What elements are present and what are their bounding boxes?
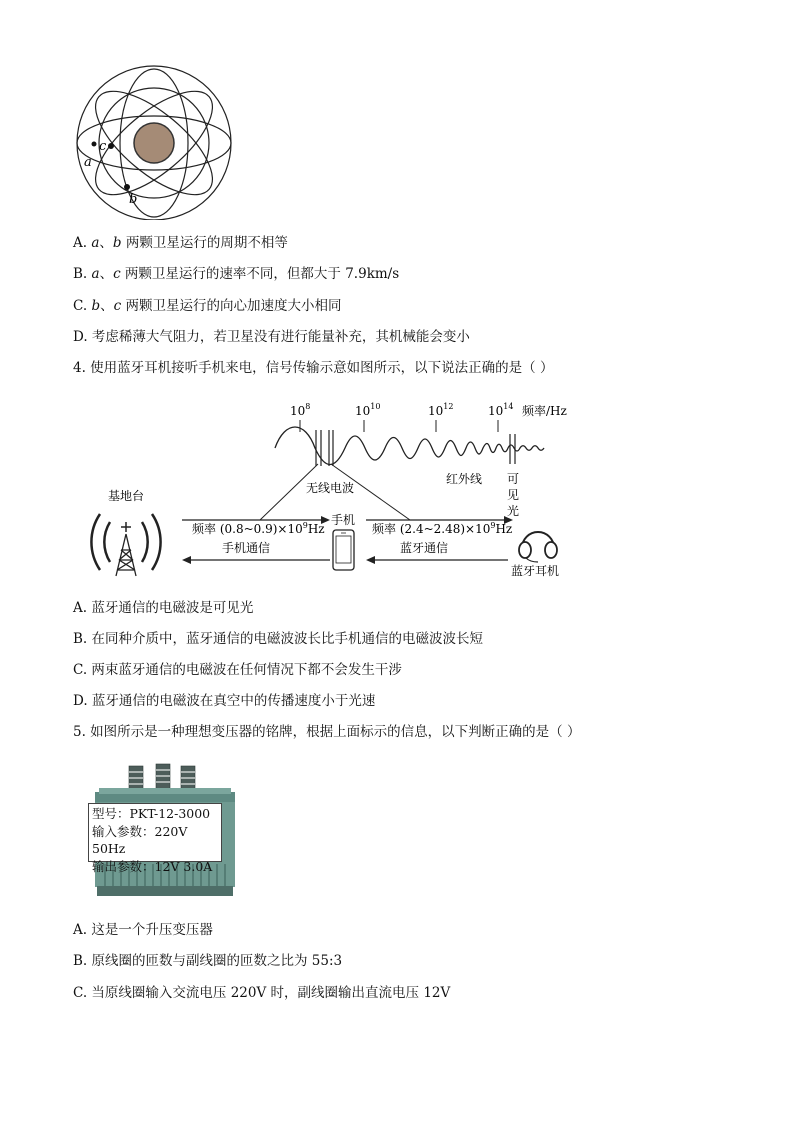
q4-option-c: C. 两束蓝牙通信的电磁波在任何情况下都不会发生干涉: [73, 662, 402, 678]
tick-10e12: $10^{12}$: [428, 402, 454, 418]
nameplate-input: 输入参数：220V 50Hz: [92, 823, 188, 856]
satellite-a-dot: [92, 142, 97, 147]
infrared-label: 红外线: [446, 472, 483, 486]
q3-option-c: C. b、c 两颗卫星运行的向心加速度大小相同: [73, 298, 342, 314]
label-a: a: [84, 155, 92, 170]
visible-light-label-2: 见: [507, 488, 520, 502]
base-station-label: 基地台: [108, 489, 145, 503]
bluetooth-diagram: [70, 390, 590, 590]
headset-icon: [519, 532, 557, 562]
nameplate: [88, 803, 222, 874]
satellite-c-dot: [108, 143, 114, 149]
nameplate-output: 输出参数：12V 3.0A: [92, 858, 213, 874]
phone-comm-label: 手机通信: [222, 541, 271, 555]
tick-10e10: $10^{10}$: [355, 402, 381, 418]
visible-light-label-3: 光: [507, 504, 520, 518]
label-c: c: [99, 139, 107, 154]
bluetooth-comm-label: 蓝牙通信: [400, 541, 449, 555]
q5-stem: 5. 如图所示是一种理想变压器的铭牌，根据上面标示的信息，以下判断正确的是（ ）: [73, 724, 581, 740]
phone-frequency-label: 频率 $(0.8\sim 0.9)\times 10^9Hz$: [192, 521, 325, 536]
phone-label: 手机: [331, 513, 356, 527]
planet: [134, 123, 174, 163]
nameplate-model: 型号：PKT-12-3000: [92, 806, 211, 821]
q4-stem: 4. 使用蓝牙耳机接听手机来电，信号传输示意如图所示，以下说法正确的是（ ）: [73, 360, 554, 376]
q4-option-d: D. 蓝牙通信的电磁波在真空中的传播速度小于光速: [73, 693, 376, 709]
earphone-label: 蓝牙耳机: [511, 564, 560, 578]
q3-option-a: A. a、b 两颗卫星运行的周期不相等: [73, 235, 288, 251]
visible-light-label-1: 可: [507, 472, 520, 486]
q5-option-b: B. 原线圈的匝数与副线圈的匝数之比为 55:3: [73, 953, 343, 969]
radio-wave-label: 无线电波: [306, 481, 355, 495]
q5-option-a: A. 这是一个升压变压器: [73, 922, 213, 938]
satellite-b-dot: [124, 184, 130, 190]
frequency-axis-label: 频率/Hz: [522, 404, 567, 418]
em-wave: [275, 427, 544, 465]
bluetooth-frequency-label: 频率 $(2.4\sim 2.48)\times 10^9Hz$: [372, 521, 513, 536]
q3-option-d: D. 考虑稀薄大气阻力，若卫星没有进行能量补充，其机械能会变小: [73, 329, 470, 345]
q3-option-b: B. a、c 两颗卫星运行的速率不同，但都大于 7.9km/s: [73, 266, 400, 282]
q4-option-a: A. 蓝牙通信的电磁波是可见光: [73, 600, 254, 616]
q5-option-c: C. 当原线圈输入交流电压 220V 时，副线圈输出直流电压 12V: [73, 985, 451, 1001]
tick-10e14: $10^{14}$: [488, 402, 514, 418]
q4-option-b: B. 在同种介质中，蓝牙通信的电磁波波长比手机通信的电磁波波长短: [73, 631, 484, 647]
orbit-figure: [70, 60, 245, 220]
phone-icon: [333, 530, 354, 570]
base-station-icon: [91, 514, 160, 576]
tick-10e8: $10^8$: [290, 402, 311, 418]
label-b: b: [129, 192, 138, 207]
